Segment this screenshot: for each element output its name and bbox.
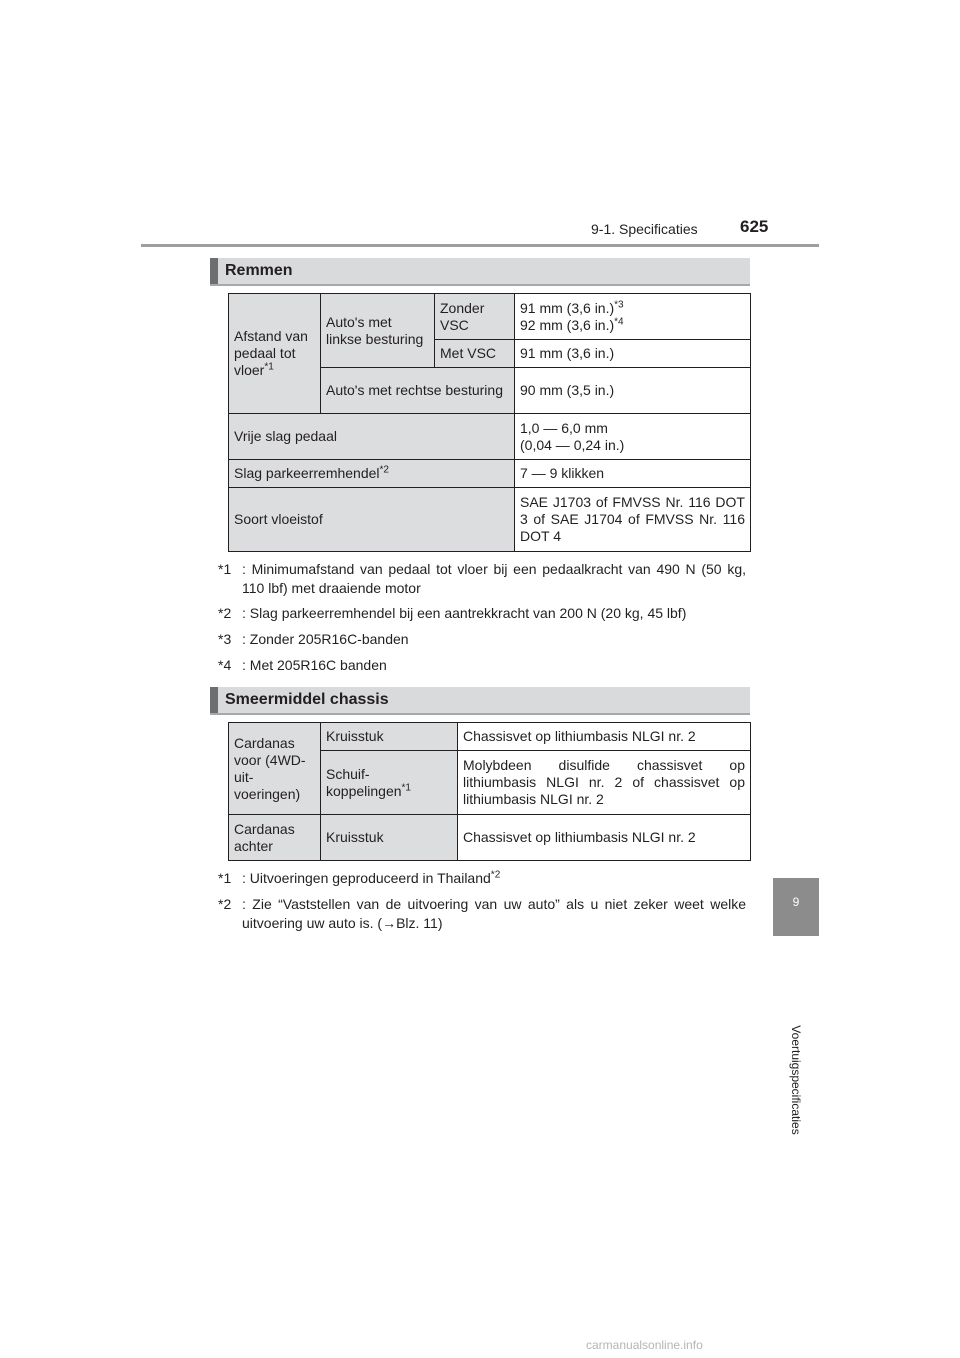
with-vsc-label: Met VSC	[435, 340, 515, 368]
with-vsc-value: 91 mm (3,6 in.)	[515, 340, 751, 368]
slip-joint-value: Molybdeen disulfide chassisvet op lithiumbasis NLGI nr. 2 of chassisvet op lithiumbasis NLGI nr. 2	[458, 751, 751, 815]
chassis-footnote-2: *2 : Zie “Vaststellen van de uitvoering van uw auto” als u niet zeker weet welke uitvoering uw auto is. (→Blz. 11)	[218, 896, 746, 931]
table-row	[229, 414, 751, 460]
chapter-label: Voertuigspecificaties	[789, 1025, 803, 1135]
fluid-value: SAE J1703 of FMVSS Nr. 116 DOT 3 of SAE J1704 of FMVSS Nr. 116 DOT 4	[515, 488, 751, 552]
chassis-table	[228, 722, 751, 861]
fluid-label: Soort vloeistof	[229, 488, 515, 552]
brakes-footnote-4: *4 : Met 205R16C banden	[218, 657, 387, 673]
chassis-footnote-1: *1 : Uitvoeringen geproduceerd in Thailand$^{*2}$	[218, 869, 501, 886]
without-vsc-value: 91 mm (3,6 in.)$^{*3}$ 92 mm (3,6 in.)$^{*4}$	[515, 294, 751, 340]
parking-brake-value: 7 — 9 klikken	[515, 460, 751, 488]
section-title: 9-1. Specificaties	[591, 221, 698, 237]
pedal-distance-label: Afstand van pedaal tot vloer$^{*1}$	[229, 294, 321, 414]
header-divider	[141, 244, 819, 247]
table-row	[229, 723, 751, 751]
table-row	[229, 460, 751, 488]
brakes-section-header	[210, 258, 750, 284]
brakes-section-title: Remmen	[225, 262, 293, 279]
brakes-footnote-2: *2 : Slag parkeerremhendel bij een aantrekkracht van 200 N (20 kg, 45 lbf)	[218, 605, 687, 621]
cross-rear-value: Chassisvet op lithiumbasis NLGI nr. 2	[458, 815, 751, 861]
page-number: 625	[740, 217, 769, 236]
brakes-footnote-1: *1 : Minimumafstand van pedaal tot vloer bij een pedaalkracht van 490 N (50 kg, 110 lbf) met draaiende motor	[218, 561, 746, 596]
cross-rear-label: Kruisstuk	[321, 815, 458, 861]
rear-shaft-label: Cardanas achter	[229, 815, 321, 861]
parking-brake-label: Slag parkeerremhendel$^{*2}$	[229, 460, 515, 488]
watermark: carmanualsonline.info	[586, 1338, 703, 1352]
rhd-label: Auto's met rechtse besturing	[321, 368, 515, 414]
cross-front-label: Kruisstuk	[321, 723, 458, 751]
chassis-section-header	[210, 687, 750, 713]
chassis-section-title: Smeermiddel chassis	[225, 691, 389, 708]
table-row	[229, 488, 751, 552]
slip-joint-label: Schuif-koppelingen$^{*1}$	[321, 751, 458, 815]
free-play-label: Vrije slag pedaal	[229, 414, 515, 460]
brakes-table	[228, 293, 751, 552]
cross-front-value: Chassisvet op lithiumbasis NLGI nr. 2	[458, 723, 751, 751]
table-row	[229, 294, 751, 340]
brakes-footnote-3: *3 : Zonder 205R16C-banden	[218, 631, 409, 647]
lhd-label: Auto's met linkse besturing	[321, 294, 435, 368]
without-vsc-label: Zonder VSC	[435, 294, 515, 340]
table-row	[229, 815, 751, 861]
chapter-tab[interactable]: 9	[773, 878, 819, 936]
front-shaft-label: Cardanas voor (4WD-uit-voeringen)	[229, 723, 321, 815]
free-play-value: 1,0 — 6,0 mm (0,04 — 0,24 in.)	[515, 414, 751, 460]
rhd-value: 90 mm (3,5 in.)	[515, 368, 751, 414]
